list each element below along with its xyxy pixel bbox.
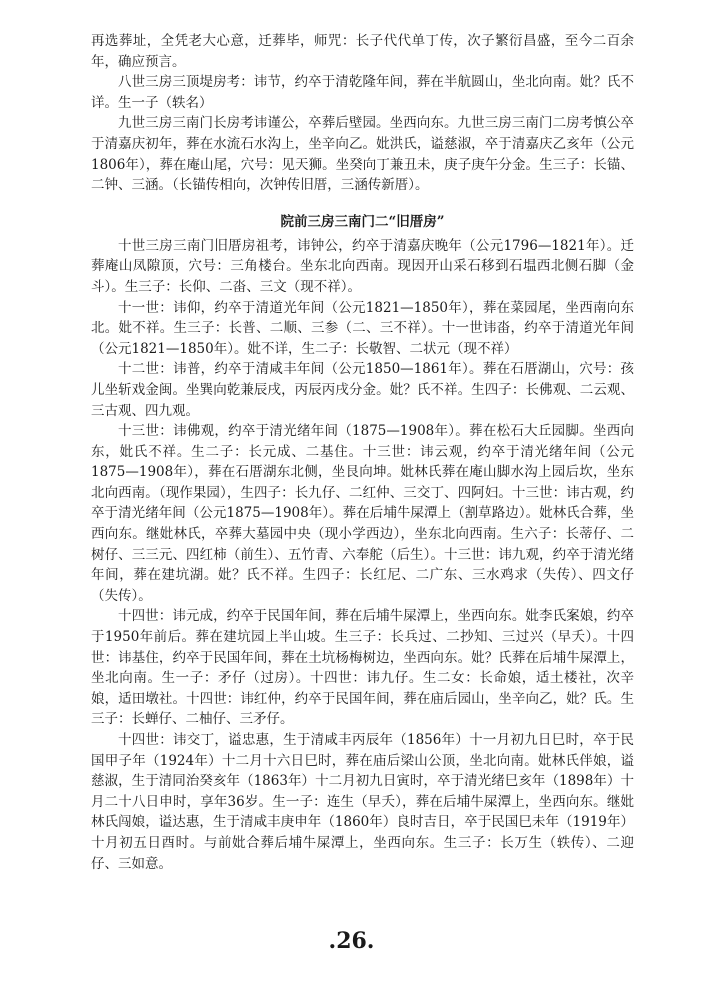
paragraph-eighth-generation: 八世三房三顶堤房考：讳节，约卒于清乾隆年间，葬在半航圆山，坐北向南。妣？氏不详。生一子（轶名）: [91, 74, 634, 111]
paragraph-tenth-generation: 十世三房三南门旧厝房祖考，讳钟公，约卒于清嘉庆晚年（公元1796—1821年）。迁葬庵山凤隙顶，穴号：三角楼台。坐东北向西南。现因开山采石移到石塭西北侧石脚（金斗）。生三子：长仰、二畓、三文（现不祥）。: [91, 237, 634, 295]
page-number: .26.: [328, 928, 375, 954]
paragraph-fourteenth-generation-b: 十四世：讳交丁，谥忠惠，生于清咸丰丙辰年（1856年）十一月初九日巳时，卒于民国甲子年（1924年）十二月十六日巳时，葬在庙后梁山公顶，坐北向南。妣林氏伴娘，谥慈淑，生于清同治癸亥年（1863年）十二月初九日寅时，卒于清光绪巳亥年（1898年）十月二十八日申时，享年36岁。生一子：连生（早夭），葬在后埔牛屎潭上，坐西向东。继妣林氏闯娘，谥达惠，生于清咸丰庚申年（1860年）良时吉日，卒于民国巳未年（1919年）十月初五日酉时。与前妣合葬后埔牛屎潭上，坐西向东。生三子：长万生（轶传）、二迎仔、三如意。: [91, 732, 634, 872]
paragraph-thirteenth-generation: 十三世：讳佛观，约卒于清光绪年间（1875—1908年）。葬在松石大丘园脚。坐西向东，妣氏不祥。生二子：长元成、二基住。十三世：讳云观，约卒于清光绪年间（公元1875—1908年），葬在石厝湖东北侧，坐艮向坤。妣林氏葬在庵山脚水沟上园后坎，坐东北向西南。（现作果园），生四子：长九仔、二红仲、三交丁、四阿妇。十三世：讳古观，约卒于清光绪年间（公元1875—1908年）。葬在后埔牛屎潭上（割草路边）。妣林氏合葬，坐西向东。继妣林氏，卒葬大墓园中央（现小学西边），坐东北向西南。生六子：长蒂仔、二树仔、三三元、四红柿（前生）、五竹青、六奉舵（后生）。十三世：讳九观，约卒于清光绪年间，葬在建坑湖。妣？氏不祥。生四子：长红尼、二广东、三水鸡求（失传）、四文仔（失传）。: [91, 423, 634, 604]
paragraph-continuation: 再选葬址，全凭老大心意，迁葬毕，师咒：长子代代单丁传，次子繁衍昌盛，至今二百余年，确应预言。: [91, 33, 634, 70]
paragraph-ninth-generation: 九世三房三南门长房考讳谨公，卒葬后壁园。坐西向东。九世三房三南门二房考慎公卒于清嘉庆初年，葬在水流石水沟上，坐辛向乙。妣洪氏，谥慈淑，卒于清嘉庆乙亥年（公元1806年），葬在庵山尾，穴号：见天狮。坐癸向丁兼丑未，庚子庚午分金。生三子：长锚、二钟、三涵。（长锚传相向，次钟传旧厝，三涵传新厝）。: [91, 115, 634, 194]
section-title: 院前三房三南门二“旧厝房”: [280, 213, 445, 230]
paragraph-eleventh-generation: 十一世：讳仰，约卒于清道光年间（公元1821—1850年），葬在菜园尾，坐西南向东北。妣不祥。生三子：长普、二顺、三参（二、三不祥）。十一世讳畓，约卒于清道光年间（公元1821—1850年）。妣不详，生二子：长敬智、二状元（现不祥）: [91, 299, 634, 357]
paragraph-fourteenth-generation-a: 十四世：讳元成，约卒于民国年间，葬在后埔牛屎潭上，坐西向东。妣李氏案娘，约卒于1950年前后。葬在建坑园上半山坡。生三子：长兵过、二抄知、三过兴（早夭）。十四世：讳基住，约卒于民国年间，葬在土坑杨梅树边，坐西向东。妣？氏葬在后埔牛屎潭上，坐北向南。生一子：矛仔（过房）。十四世：讳九仔。生二女：长命娘，适土楼社，次辛娘，适田墩社。十四世：讳红仲，约卒于民国年间，葬在庙后园山，坐辛向乙，妣？氏。生三子：长蝉仔、二柚仔、三矛仔。: [91, 608, 634, 728]
paragraph-twelfth-generation: 十二世：讳普，约卒于清咸丰年间（公元1850—1861年）。葬在石厝湖山，穴号：孩儿坐斩戏金闽。坐巽向乾兼辰戌，丙辰丙戌分金。妣？氏不祥。生四子：长佛观、二云观、三古观、四九观。: [91, 361, 634, 419]
